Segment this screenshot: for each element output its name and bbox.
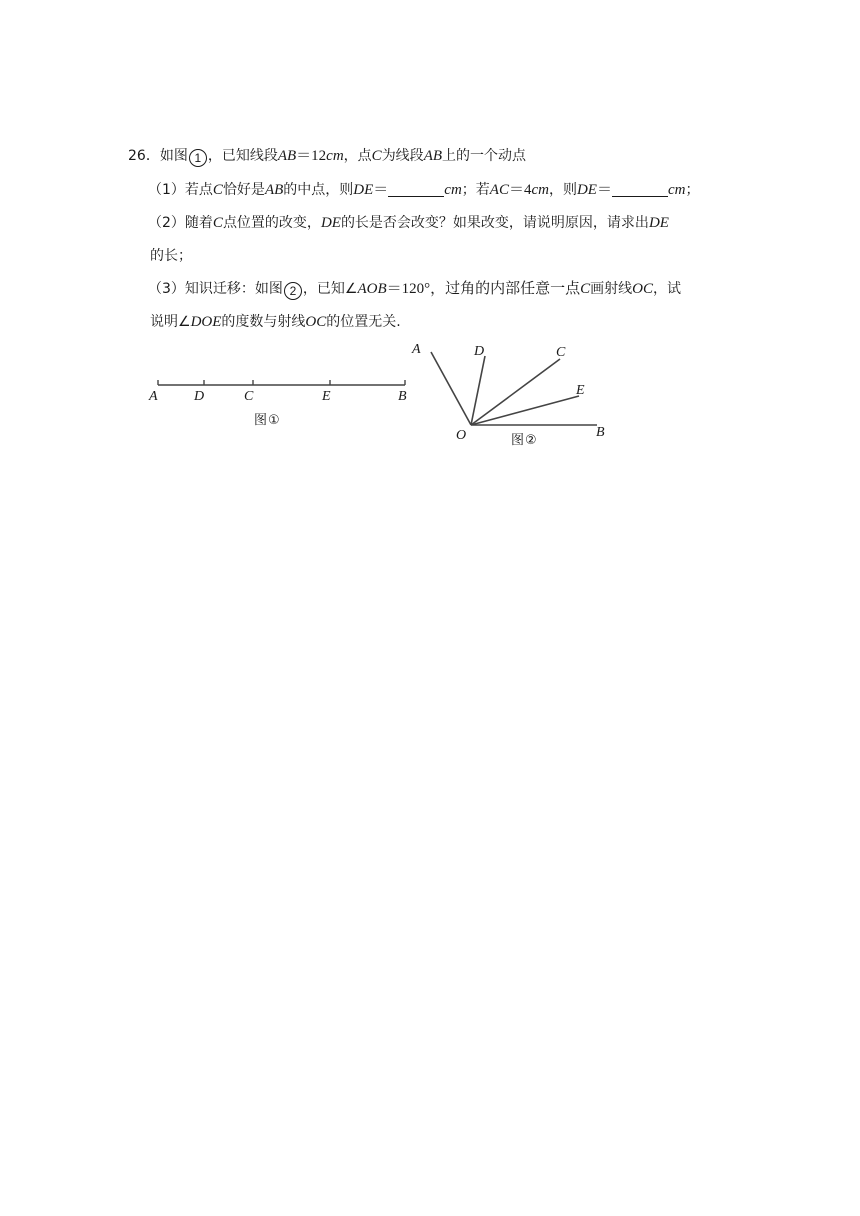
figure-1-caption-mark: ① — [268, 413, 280, 428]
answer-blank-1[interactable] — [388, 182, 444, 197]
part-2-line-1: （2）随着C点位置的改变，DE的长是否会改变？如果改变，请说明原因，请求出DE — [148, 215, 669, 231]
ray-label-d: D — [474, 344, 485, 359]
ray-label-b: B — [596, 425, 605, 440]
ray-oc — [471, 359, 560, 425]
vertex-label-o: O — [456, 428, 467, 443]
part-1-label: （1） — [148, 182, 185, 198]
figure-1-reference: 1 — [189, 149, 207, 167]
part-1: （1）若点C恰好是AB的中点，则DE＝ cm；若AC＝4cm，则DE＝ cm； — [148, 182, 700, 198]
ray-label-a: A — [412, 342, 421, 357]
figure-2-reference: 2 — [284, 282, 302, 300]
ray-oe — [471, 396, 579, 425]
point-label-c: C — [244, 389, 254, 404]
point-label-e: E — [322, 389, 331, 404]
part-3-line-1: （3）知识迁移：如图 2 ，已知∠AOB＝120°，过角的内部任意一点C画射线OC，试 — [148, 281, 682, 298]
part-2-line-2: 的长； — [150, 248, 192, 264]
part-3-line-2: 说明∠DOE的度数与射线OC的位置无关. — [150, 314, 401, 330]
ray-label-c: C — [556, 345, 566, 360]
part-2-label: （2） — [148, 215, 185, 231]
figure-2-caption-mark: ② — [525, 433, 537, 448]
figure-1-segment — [140, 370, 420, 440]
part-3-label: （3） — [148, 281, 185, 297]
ray-od — [471, 356, 485, 425]
point-label-b: B — [398, 389, 407, 404]
figure-2-caption-text: 图 — [511, 433, 525, 448]
answer-blank-2[interactable] — [612, 182, 668, 197]
problem-number: 26． — [128, 148, 160, 164]
point-label-d: D — [194, 389, 205, 404]
problem-stem: 26．如图 1 ，已知线段AB＝12cm，点C为线段AB上的一个动点 — [128, 148, 527, 165]
figure-1-caption-text: 图 — [254, 413, 268, 428]
figure-2-angle — [405, 338, 620, 453]
ray-label-e: E — [576, 383, 585, 398]
ray-oa — [431, 352, 471, 425]
point-label-a: A — [149, 389, 158, 404]
